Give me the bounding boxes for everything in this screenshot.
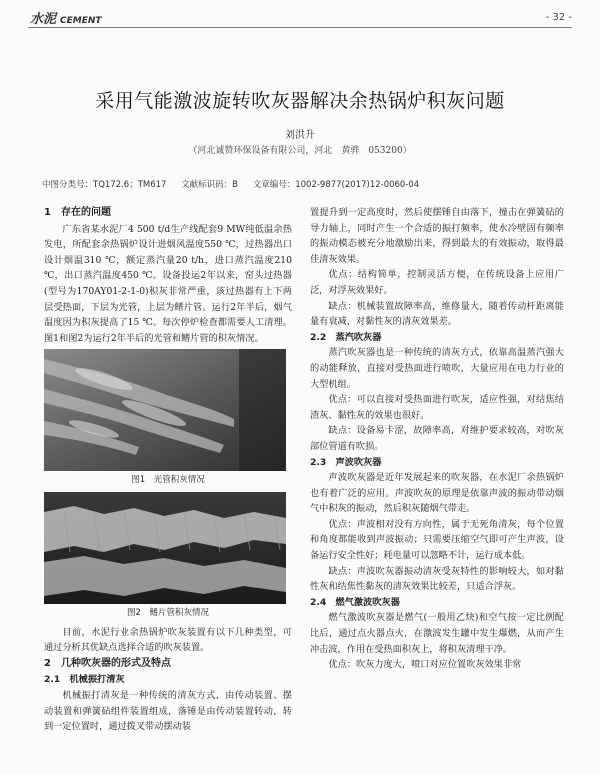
author: 刘洪升 bbox=[285, 130, 315, 141]
article-title: 采用气能激波旋转吹灰器解决余热锅炉积灰问题 bbox=[95, 90, 505, 112]
paragraph: 置提升到一定高度时，然后使摆锤自由落下，撞击在弹簧砧的导力轴上，同时产生一个合适的振打频率，使水冷壁固有频率的振动模态被充分地激励出来，得到最大的有效振动，取得最佳清灰效果。 bbox=[310, 207, 564, 265]
paragraph: 目前，水泥行业余热锅炉吹灰装置有以下几种类型，可通过分析其优缺点选择合适的吹灰装置。 bbox=[44, 626, 292, 654]
journal-logo bbox=[30, 8, 102, 27]
figure-1-photo bbox=[44, 349, 286, 471]
section-heading-1: 1 存在的问题 bbox=[44, 207, 111, 218]
section-heading-2: 2 几种吹灰器的形式及特点 bbox=[44, 657, 171, 669]
paragraph: 燃气激波吹灰器是燃气(一般用乙炔)和空气按一定比例配比后，通过点火器点火，在激波发生罐中发生爆燃，从而产生冲击波，作用在受热面积灰上，将积灰清理干净。 bbox=[310, 612, 564, 655]
affiliation: （河北诚赞环保设备有限公司，河北 黄骅 053200） bbox=[188, 146, 412, 156]
subsection-heading-2-3: 2.3 声波吹灰器 bbox=[310, 456, 382, 468]
paragraph: 声波吹灰器是近年发展起来的吹灰器，在水泥厂余热锅炉也有着广泛的应用。声波吹灰的原理是依靠声波的振动带动烟气中积灰的振动，然后积灰随烟气带走。 bbox=[310, 472, 564, 515]
paragraph: 缺点：声波吹灰器振动清灰受灰特性的影响较大，如对黏性灰和结焦性黏灰的清灰效果比较差，只适合浮灰。 bbox=[310, 565, 564, 593]
figure-2-caption: 图2 鳍片管积灰情况 bbox=[127, 607, 209, 618]
paragraph: 优点：吹灰力度大，喷口对应位置吹灰效果非常 bbox=[328, 659, 522, 671]
clc-number: 中图分类号：TQ172.6；TM617 bbox=[42, 180, 167, 190]
paragraph: 机械振打清灰是一种传统的清灰方式，由传动装置、摆动装置和弹簧砧组件装置组成，落锤是由传动装置转动，转到一定位置时，通过拨叉带动摆动装 bbox=[44, 689, 292, 733]
page-number: - 32 - bbox=[545, 12, 572, 23]
document-code: 文献标识码：B bbox=[181, 180, 239, 190]
figure-1 bbox=[44, 349, 286, 471]
figure-2-photo bbox=[44, 492, 286, 604]
left-column bbox=[44, 205, 292, 735]
paragraph: 优点：结构简单，控制灵活方便，在传统设备上应用广泛，对浮灰效果好。 bbox=[310, 269, 564, 296]
paragraph: 蒸汽吹灰器也是一种传统的清灰方式，依靠高温蒸汽强大的动能释放，直接对受热面进行喷吹，大量应用在电力行业的大型机组。 bbox=[310, 347, 564, 390]
subsection-heading-2-2: 2.2 蒸汽吹灰器 bbox=[310, 331, 382, 343]
paragraph: 优点：可以直接对受热面进行吹灰，适应性强，对结焦结渣灰、黏性灰的效果也很好。 bbox=[310, 394, 564, 421]
paragraph: 优点：声波相对没有方向性，属于无死角清灰，每个位置和角度都能收到声波振动；只需要压缩空气即可产生声波，设备运行安全性好；耗电量可以忽略不计，运行成本低。 bbox=[310, 518, 564, 562]
journal-name-en: CEMENT bbox=[60, 16, 102, 26]
paragraph: 缺点：机械装置故障率高，维修量大，随着传动杆距离能量有衰减，对黏性灰的清灰效果差。 bbox=[310, 300, 564, 328]
subsection-heading-2-4: 2.4 燃气激波吹灰器 bbox=[310, 596, 400, 608]
classification-line bbox=[42, 178, 431, 190]
article-number: 文章编号：1002-9877(2017)12-0060-04 bbox=[252, 180, 420, 190]
header-rule bbox=[28, 27, 572, 28]
figure-2 bbox=[44, 492, 286, 604]
paragraph: 缺点：设备易卡涩，故障率高，对维护要求较高，对吹灰部位管道有吹损。 bbox=[310, 425, 564, 452]
right-column bbox=[310, 205, 564, 673]
figure-1-caption: 图1 光管积灰情况 bbox=[131, 475, 205, 486]
journal-name-cn: 水泥 bbox=[30, 12, 57, 27]
subsection-heading-2-1: 2.1 机械振打清灰 bbox=[44, 674, 125, 686]
paragraph: 广东省某水泥厂4 500 t/d生产线配套9 MW纯低温余热发电，所配套余热锅炉设计进烟风温度550 ℃，过热器出口设计烟温310 ℃，额定蒸汽量20 t/h，进口蒸汽温度210 ℃，出口蒸汽温度450 ℃。设备投运2年以来，窑头过热器(型号为170AY01-2-1-0)积灰非常严重，该过热器有上下两层受热面，下层为光管，上层为鳍片管。运行2年半后，烟气温度因为积灰提高了15 ℃。每次停炉检查都需要人工清理。图1和图2为运行2年半后的光管和鳍片管的积灰情况。 bbox=[44, 223, 292, 344]
